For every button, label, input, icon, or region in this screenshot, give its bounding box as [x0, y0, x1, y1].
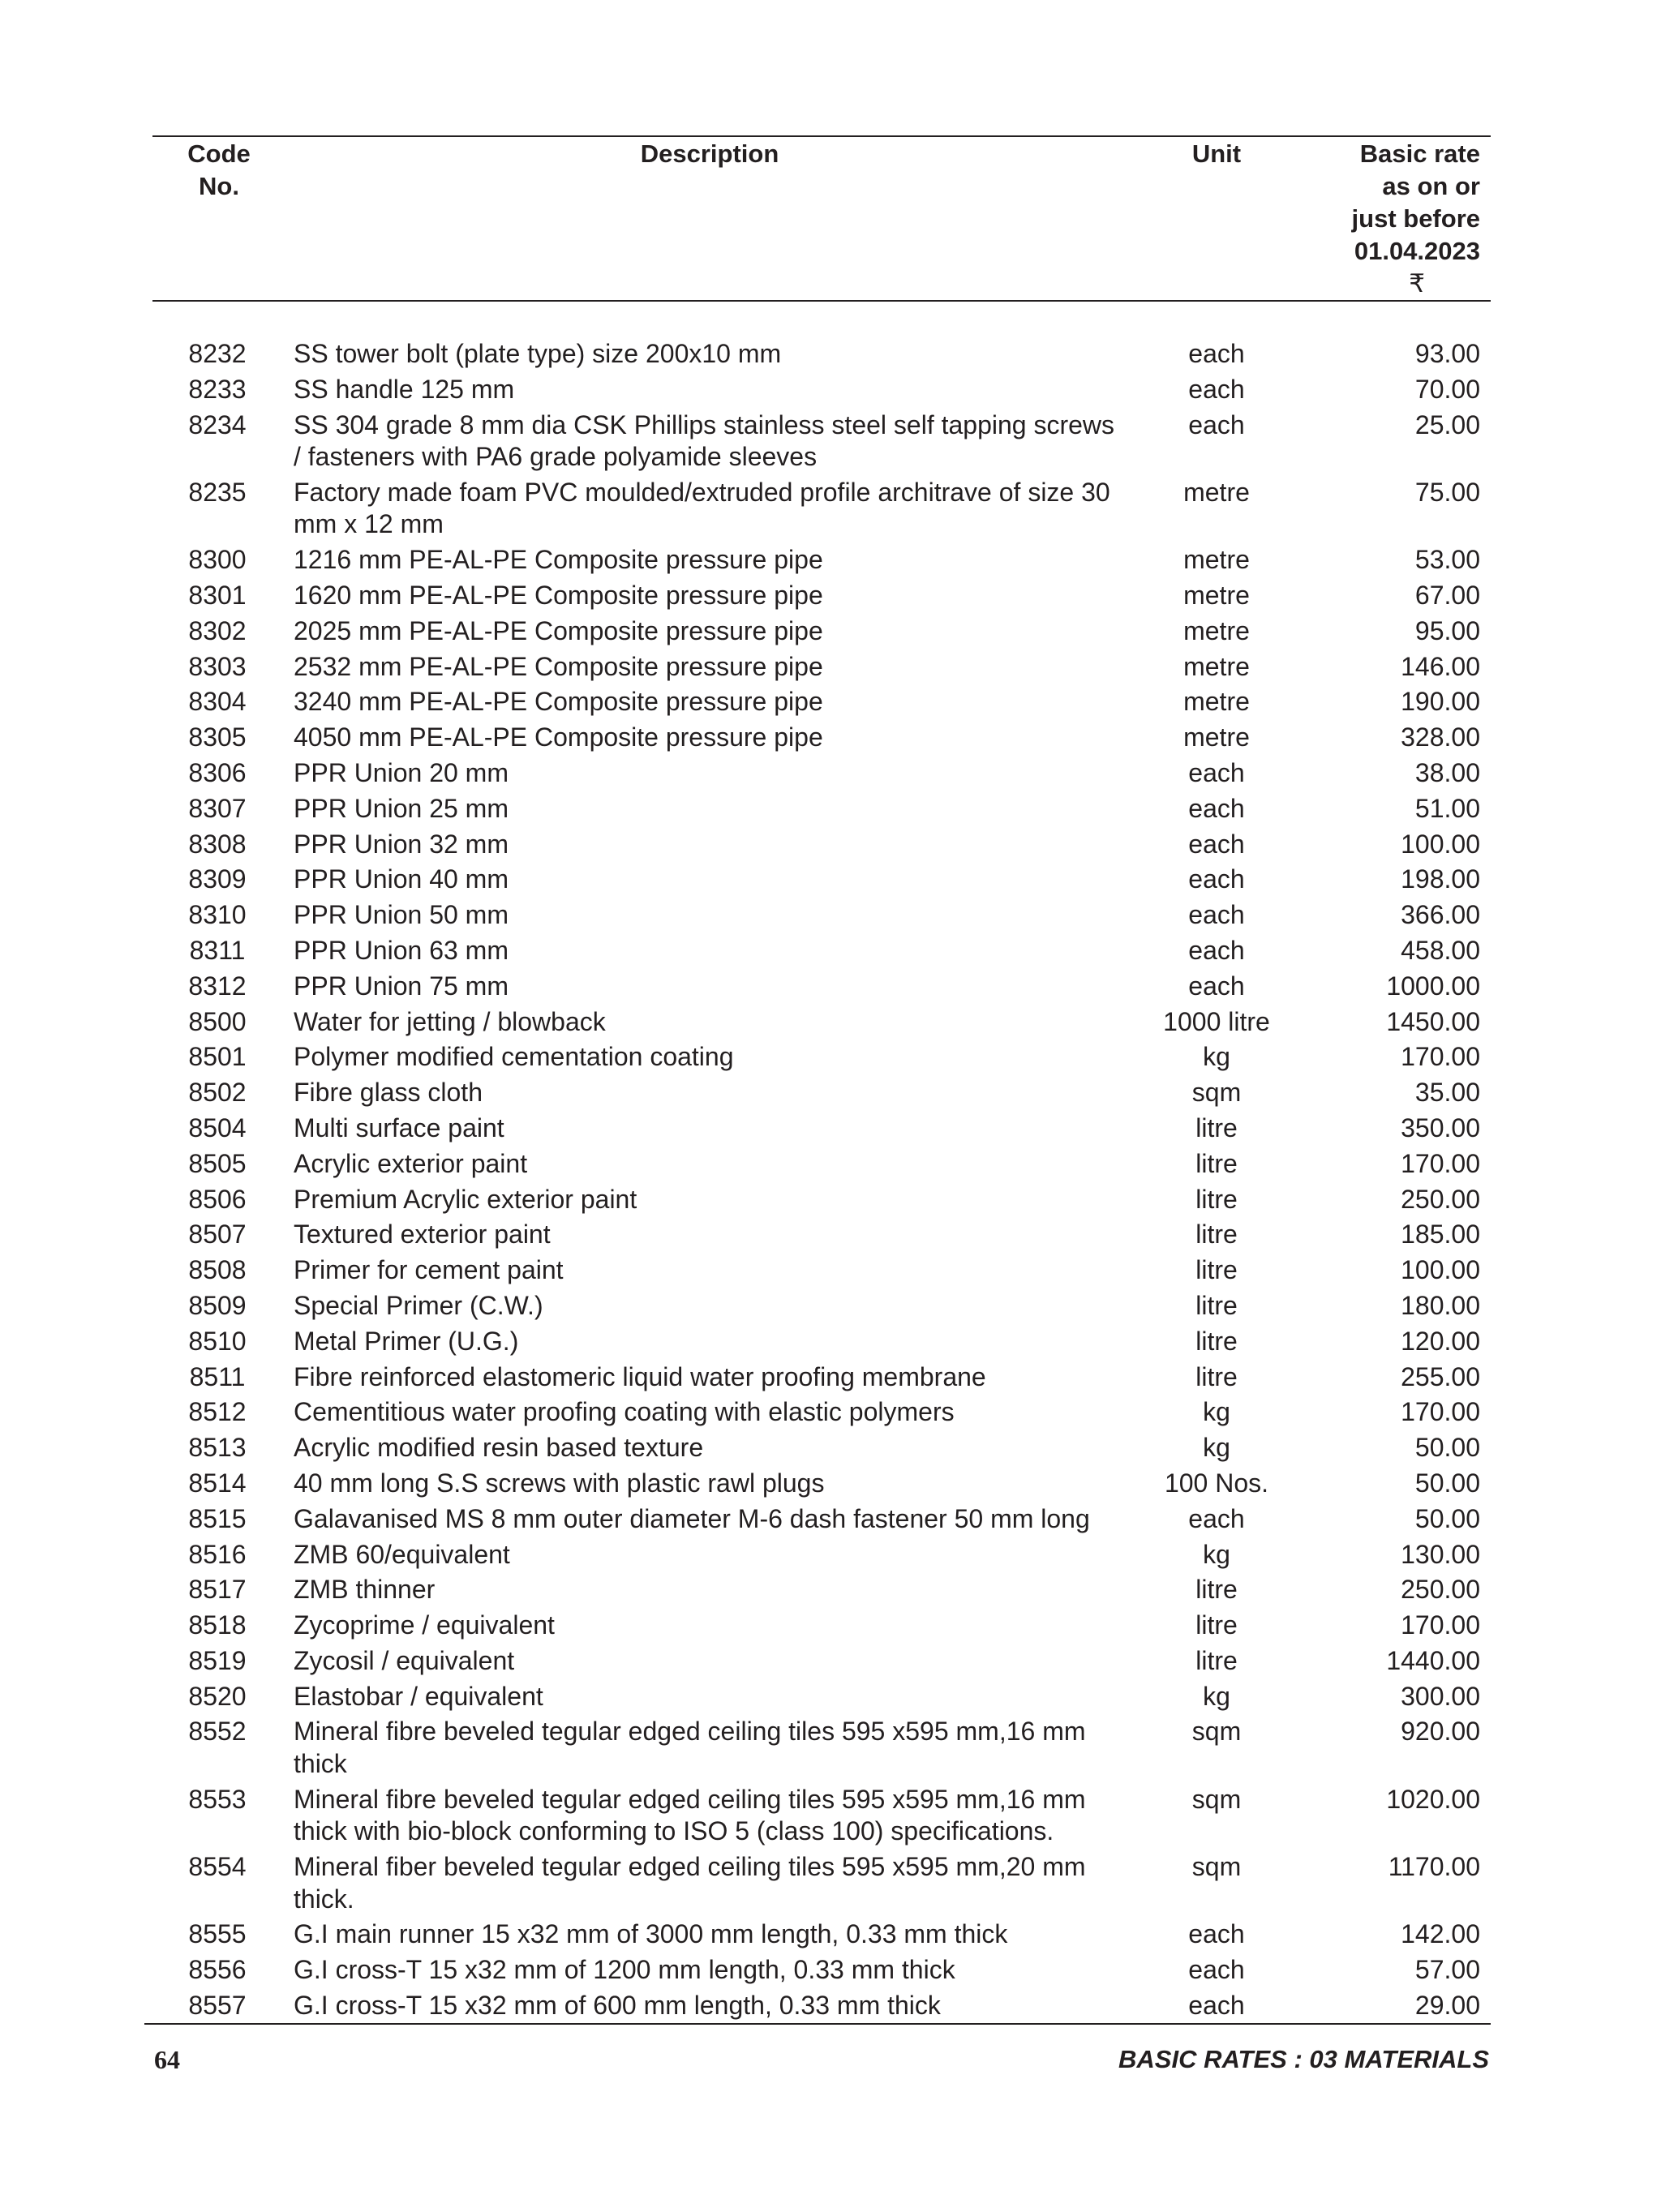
item-unit: each [1188, 829, 1245, 859]
item-rate: 300.00 [1401, 1681, 1480, 1711]
table-row [0, 1112, 1661, 1145]
item-unit: each [1188, 864, 1245, 894]
item-code: 8306 [188, 757, 247, 787]
item-code: 8553 [188, 1784, 247, 1814]
item-unit: each [1188, 757, 1245, 787]
item-code: 8235 [188, 477, 247, 507]
item-rate: 328.00 [1401, 722, 1480, 752]
item-rate: 1020.00 [1386, 1784, 1480, 1814]
item-rate: 29.00 [1414, 1990, 1480, 2020]
table-row [0, 580, 1661, 612]
item-description: Mineral fiber beveled tegular edged ceiling tiles 595 x595 mm,20 mm thick. [294, 1852, 1086, 1914]
item-description: 40 mm long S.S screws with plastic rawl plugs [294, 1468, 825, 1498]
item-unit: sqm [1191, 1717, 1242, 1747]
item-rate: 366.00 [1401, 900, 1480, 930]
item-description: Fibre reinforced elastomeric liquid water proofing membrane [294, 1361, 986, 1391]
item-description: PPR Union 63 mm [294, 935, 509, 965]
item-code: 8501 [188, 1042, 247, 1072]
table-row [0, 971, 1661, 1003]
item-unit: each [1188, 339, 1245, 368]
item-unit: each [1188, 900, 1245, 930]
item-description: SS 304 grade 8 mm dia CSK Phillips stainless steel self tapping screws / fasteners with PA6 grade polyamide sleeves [294, 409, 1115, 472]
item-code: 8505 [188, 1148, 247, 1178]
item-description: SS handle 125 mm [294, 374, 515, 404]
rates-table-body [0, 338, 1661, 2021]
column-header-code [178, 138, 260, 203]
item-code: 8515 [188, 1503, 247, 1533]
item-code: 8312 [188, 971, 247, 1001]
item-description: PPR Union 75 mm [294, 971, 509, 1001]
item-description: Fibre glass cloth [294, 1078, 483, 1108]
item-description: Textured exterior paint [294, 1220, 551, 1250]
item-description: Zycoprime / equivalent [294, 1610, 555, 1640]
item-unit: litre [1195, 1290, 1238, 1320]
table-row [0, 1148, 1661, 1181]
item-unit: sqm [1191, 1852, 1242, 1882]
item-description: 2025 mm PE-AL-PE Composite pressure pipe [294, 615, 823, 645]
item-rate: 170.00 [1401, 1610, 1480, 1640]
table-row [0, 1184, 1661, 1216]
item-rate: 50.00 [1414, 1468, 1480, 1498]
table-row [0, 1990, 1661, 2022]
table-row [0, 338, 1661, 371]
item-description: 4050 mm PE-AL-PE Composite pressure pipe [294, 722, 823, 752]
item-code: 8512 [188, 1397, 247, 1427]
item-description: PPR Union 20 mm [294, 757, 509, 787]
item-unit: 1000 litre [1163, 1006, 1270, 1036]
item-description: Galavanised MS 8 mm outer diameter M-6 dash fastener 50 mm long [294, 1503, 1090, 1533]
item-description: G.I cross-T 15 x32 mm of 1200 mm length, 0.33 mm thick [294, 1955, 955, 1985]
table-row [0, 615, 1661, 648]
item-unit: kg [1203, 1042, 1230, 1072]
item-code: 8520 [188, 1681, 247, 1711]
item-rate: 25.00 [1414, 409, 1480, 439]
table-row [0, 1574, 1661, 1606]
item-rate: 67.00 [1414, 580, 1480, 610]
table-row [0, 1784, 1661, 1848]
item-code: 8508 [188, 1255, 247, 1285]
item-rate: 255.00 [1401, 1361, 1480, 1391]
item-unit: sqm [1191, 1784, 1242, 1814]
item-code: 8233 [188, 374, 247, 404]
code-header-line1: Code [187, 139, 251, 168]
item-code: 8308 [188, 829, 247, 859]
table-row [0, 1077, 1661, 1109]
table-row [0, 1361, 1661, 1394]
table-row [0, 1254, 1661, 1287]
item-code: 8552 [188, 1717, 247, 1747]
item-code: 8300 [188, 545, 247, 575]
item-unit: metre [1183, 722, 1250, 752]
item-code: 8518 [188, 1610, 247, 1640]
item-description: Primer for cement paint [294, 1255, 564, 1285]
table-row [0, 793, 1661, 825]
item-description: ZMB 60/equivalent [294, 1539, 510, 1569]
item-rate: 120.00 [1401, 1326, 1480, 1356]
item-rate: 35.00 [1414, 1078, 1480, 1108]
table-bottom-rule [144, 2023, 1491, 2025]
item-unit: each [1188, 1503, 1245, 1533]
item-rate: 51.00 [1414, 793, 1480, 823]
item-description: Acrylic modified resin based texture [294, 1433, 704, 1463]
item-rate: 170.00 [1401, 1148, 1480, 1178]
item-code: 8554 [188, 1852, 247, 1882]
item-unit: each [1188, 793, 1245, 823]
rupee-icon: ₹ [1409, 269, 1425, 298]
table-row [0, 935, 1661, 967]
item-code: 8232 [188, 339, 247, 368]
item-rate: 95.00 [1414, 615, 1480, 645]
item-unit: litre [1195, 1184, 1238, 1214]
item-unit: litre [1195, 1575, 1238, 1605]
item-description: 1216 mm PE-AL-PE Composite pressure pipe [294, 545, 823, 575]
item-code: 8502 [188, 1078, 247, 1108]
table-row [0, 1681, 1661, 1713]
item-description: ZMB thinner [294, 1575, 436, 1605]
table-row [0, 1918, 1661, 1951]
item-rate: 50.00 [1414, 1503, 1480, 1533]
header-bottom-rule [152, 300, 1491, 302]
item-code: 8304 [188, 687, 247, 717]
item-rate: 38.00 [1414, 757, 1480, 787]
item-description: Acrylic exterior paint [294, 1148, 528, 1178]
item-description: 1620 mm PE-AL-PE Composite pressure pipe [294, 580, 823, 610]
item-description: 2532 mm PE-AL-PE Composite pressure pipe [294, 651, 823, 681]
table-row [0, 686, 1661, 718]
item-description: Mineral fibre beveled tegular edged ceiling tiles 595 x595 mm,16 mm thick with bio-block conforming to ISO 5 (class 100) specifications. [294, 1784, 1086, 1846]
item-unit: each [1188, 935, 1245, 965]
item-code: 8556 [188, 1955, 247, 1985]
item-rate: 57.00 [1414, 1955, 1480, 1985]
item-description: 3240 mm PE-AL-PE Composite pressure pipe [294, 687, 823, 717]
item-rate: 170.00 [1401, 1397, 1480, 1427]
item-rate: 1440.00 [1386, 1645, 1480, 1675]
item-description: Metal Primer (U.G.) [294, 1326, 519, 1356]
item-rate: 1000.00 [1386, 971, 1480, 1001]
table-row [0, 1041, 1661, 1074]
table-row [0, 722, 1661, 754]
item-rate: 70.00 [1414, 374, 1480, 404]
item-code: 8234 [188, 409, 247, 439]
item-rate: 53.00 [1414, 545, 1480, 575]
table-row [0, 1006, 1661, 1039]
item-description: PPR Union 40 mm [294, 864, 509, 894]
table-row [0, 1954, 1661, 1987]
item-unit: kg [1203, 1397, 1230, 1427]
table-row [0, 409, 1661, 474]
table-row [0, 374, 1661, 406]
item-code: 8519 [188, 1645, 247, 1675]
item-rate: 146.00 [1401, 651, 1480, 681]
table-row [0, 651, 1661, 684]
item-unit: each [1188, 1990, 1245, 2020]
table-row [0, 1219, 1661, 1251]
item-description: Mineral fibre beveled tegular edged ceiling tiles 595 x595 mm,16 mm thick [294, 1717, 1086, 1778]
item-code: 8309 [188, 864, 247, 894]
item-unit: litre [1195, 1361, 1238, 1391]
table-row [0, 544, 1661, 577]
item-code: 8557 [188, 1990, 247, 2020]
item-rate: 75.00 [1414, 477, 1480, 507]
item-unit: litre [1195, 1220, 1238, 1250]
table-row [0, 829, 1661, 861]
item-unit: 100 Nos. [1164, 1468, 1269, 1498]
item-unit: kg [1203, 1681, 1230, 1711]
item-description: Water for jetting / blowback [294, 1006, 606, 1036]
item-code: 8504 [188, 1112, 247, 1142]
table-row [0, 864, 1661, 896]
item-unit: metre [1183, 615, 1250, 645]
table-row [0, 757, 1661, 790]
table-row [0, 1432, 1661, 1464]
column-header-description: Description [640, 139, 779, 168]
item-description: PPR Union 25 mm [294, 793, 509, 823]
item-code: 8510 [188, 1326, 247, 1356]
item-unit: sqm [1191, 1078, 1242, 1108]
item-rate: 100.00 [1401, 1255, 1480, 1285]
item-rate: 350.00 [1401, 1112, 1480, 1142]
item-code: 8513 [188, 1433, 247, 1463]
item-rate: 100.00 [1401, 829, 1480, 859]
column-header-unit: Unit [1191, 139, 1242, 168]
item-description: Zycosil / equivalent [294, 1645, 515, 1675]
item-rate: 142.00 [1401, 1919, 1480, 1949]
item-code: 8516 [188, 1539, 247, 1569]
table-top-rule [152, 135, 1491, 137]
item-code: 8307 [188, 793, 247, 823]
item-unit: litre [1195, 1112, 1238, 1142]
item-unit: litre [1195, 1326, 1238, 1356]
item-description: Elastobar / equivalent [294, 1681, 543, 1711]
rate-header-line2: as on or [1382, 172, 1480, 200]
item-unit: litre [1195, 1645, 1238, 1675]
section-title: BASIC RATES : 03 MATERIALS [1118, 2045, 1489, 2073]
table-row [0, 1326, 1661, 1358]
rate-header-line3: just before [1351, 204, 1480, 233]
item-code: 8303 [188, 651, 247, 681]
item-code: 8555 [188, 1919, 247, 1949]
item-code: 8511 [189, 1361, 246, 1391]
item-unit: metre [1183, 545, 1250, 575]
table-row [0, 1851, 1661, 1915]
item-description: PPR Union 50 mm [294, 900, 509, 930]
item-unit: each [1188, 1919, 1245, 1949]
table-row [0, 1610, 1661, 1642]
item-description: Factory made foam PVC moulded/extruded profile architrave of size 30 mm x 12 mm [294, 477, 1110, 539]
item-unit: litre [1195, 1610, 1238, 1640]
table-row [0, 477, 1661, 541]
item-rate: 130.00 [1401, 1539, 1480, 1569]
item-description: Polymer modified cementation coating [294, 1042, 734, 1072]
item-description: G.I cross-T 15 x32 mm of 600 mm length, 0.33 mm thick [294, 1990, 941, 2020]
page-number: 64 [154, 2045, 180, 2074]
item-rate: 50.00 [1414, 1433, 1480, 1463]
item-code: 8517 [188, 1575, 247, 1605]
item-code: 8305 [188, 722, 247, 752]
table-row [0, 899, 1661, 932]
table-row [0, 1539, 1661, 1571]
table-row [0, 1503, 1661, 1536]
item-rate: 1170.00 [1388, 1852, 1480, 1882]
table-row [0, 1290, 1661, 1322]
column-header-basic-rate [1298, 138, 1480, 300]
item-unit: each [1188, 374, 1245, 404]
table-row [0, 1645, 1661, 1678]
item-description: Cementitious water proofing coating with elastic polymers [294, 1397, 955, 1427]
rate-header-line4: 01.04.2023 [1354, 237, 1480, 265]
item-description: PPR Union 32 mm [294, 829, 509, 859]
item-rate: 250.00 [1401, 1575, 1480, 1605]
table-row [0, 1468, 1661, 1500]
item-rate: 180.00 [1401, 1290, 1480, 1320]
item-code: 8506 [188, 1184, 247, 1214]
item-code: 8311 [189, 935, 246, 965]
item-rate: 170.00 [1401, 1042, 1480, 1072]
item-code: 8500 [188, 1006, 247, 1036]
item-unit: litre [1195, 1148, 1238, 1178]
item-unit: metre [1183, 477, 1250, 507]
item-unit: metre [1183, 687, 1250, 717]
item-code: 8509 [188, 1290, 247, 1320]
item-code: 8514 [188, 1468, 247, 1498]
item-rate: 198.00 [1401, 864, 1480, 894]
item-description: Multi surface paint [294, 1112, 504, 1142]
item-description: SS tower bolt (plate type) size 200x10 mm [294, 339, 782, 368]
item-code: 8302 [188, 615, 247, 645]
item-rate: 93.00 [1414, 339, 1480, 368]
code-header-line2: No. [199, 172, 239, 200]
item-unit: metre [1183, 651, 1250, 681]
item-code: 8301 [188, 580, 247, 610]
item-rate: 190.00 [1401, 687, 1480, 717]
rate-header-line1: Basic rate [1359, 139, 1480, 168]
item-unit: litre [1195, 1255, 1238, 1285]
item-code: 8507 [188, 1220, 247, 1250]
table-row [0, 1716, 1661, 1780]
item-unit: each [1188, 409, 1245, 439]
item-unit: each [1188, 971, 1245, 1001]
item-rate: 920.00 [1401, 1717, 1480, 1747]
item-unit: each [1188, 1955, 1245, 1985]
item-unit: kg [1203, 1433, 1230, 1463]
item-rate: 185.00 [1401, 1220, 1480, 1250]
item-unit: metre [1183, 580, 1250, 610]
item-rate: 250.00 [1401, 1184, 1480, 1214]
table-row [0, 1396, 1661, 1429]
item-description: G.I main runner 15 x32 mm of 3000 mm length, 0.33 mm thick [294, 1919, 1008, 1949]
item-description: Premium Acrylic exterior paint [294, 1184, 637, 1214]
item-description: Special Primer (C.W.) [294, 1290, 543, 1320]
item-rate: 458.00 [1401, 935, 1480, 965]
item-unit: kg [1203, 1539, 1230, 1569]
item-code: 8310 [188, 900, 247, 930]
item-rate: 1450.00 [1386, 1006, 1480, 1036]
